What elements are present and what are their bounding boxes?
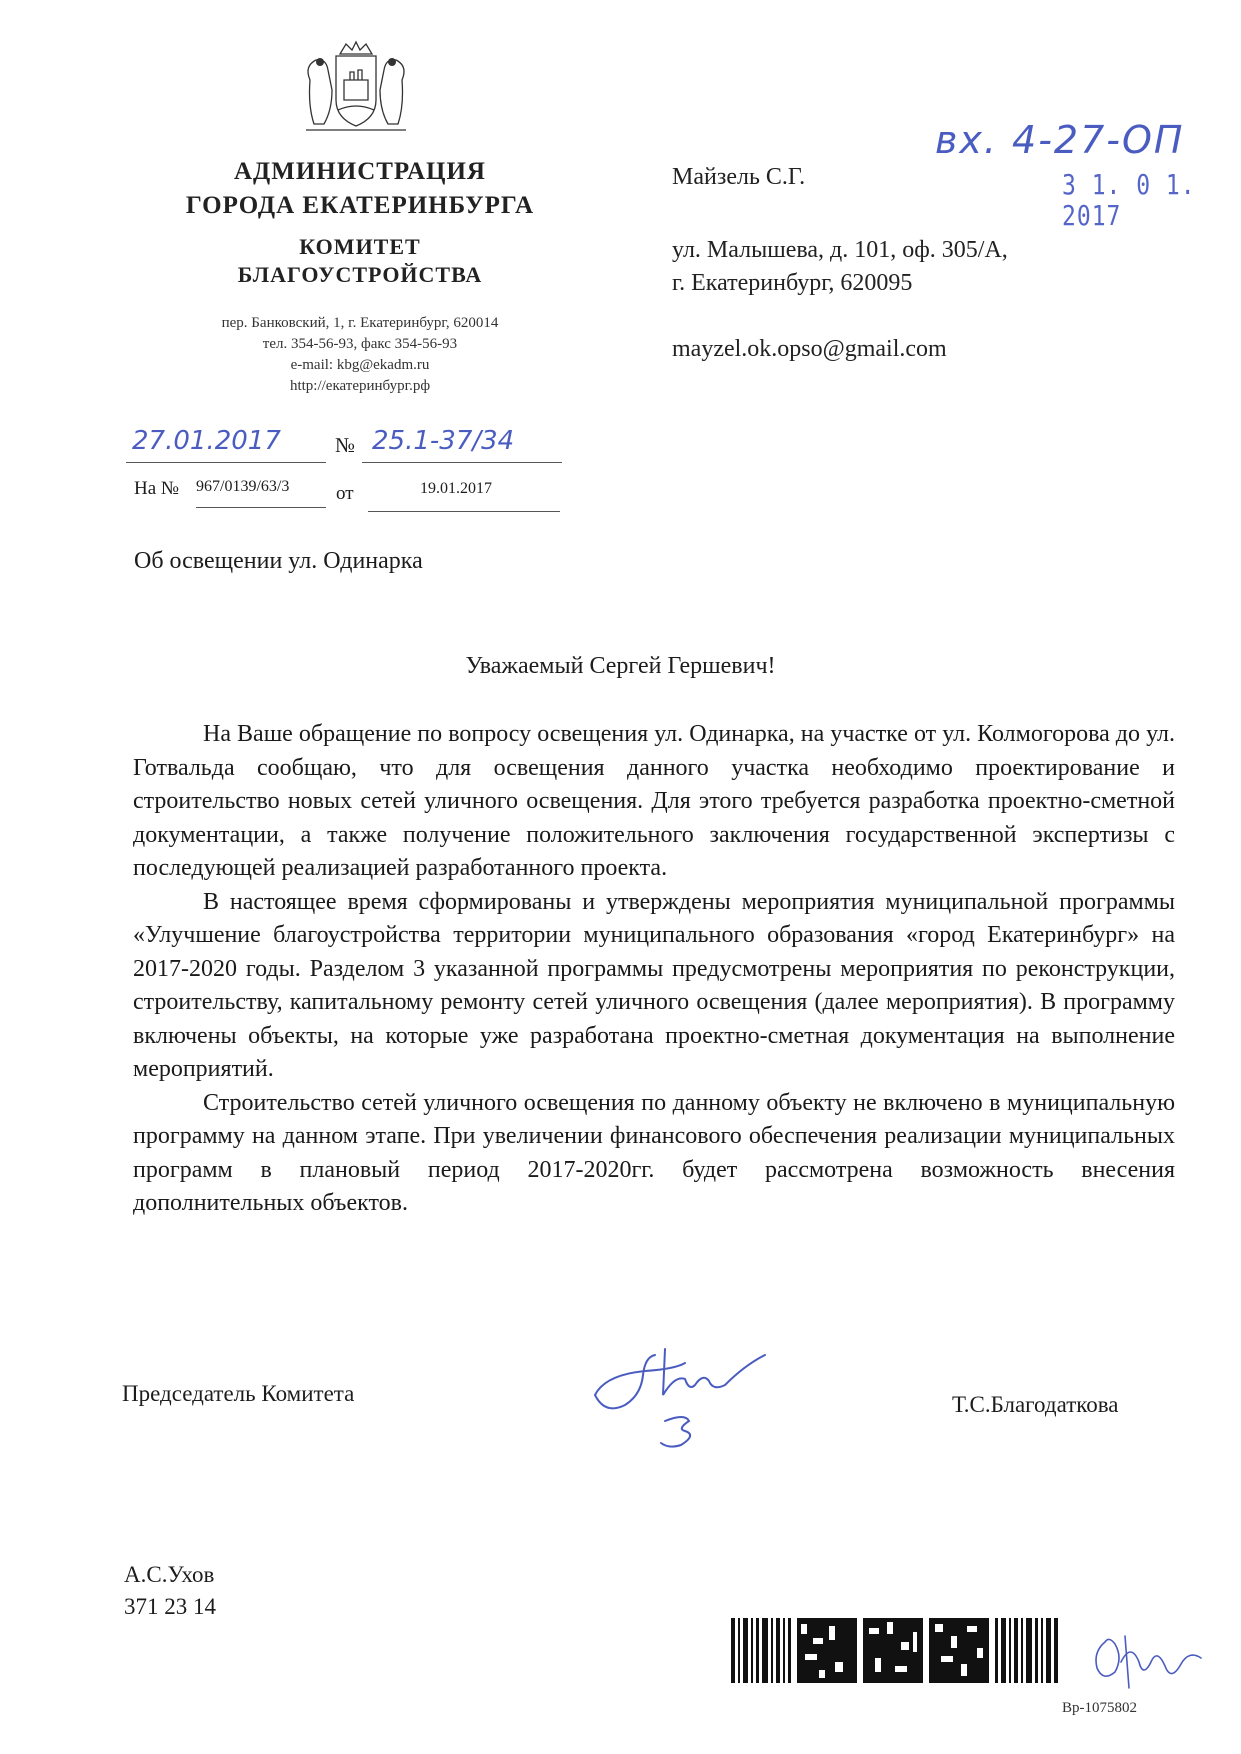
incoming-stamp-date: 3 1. 0 1. 2017 [1062,169,1196,233]
reference-label: На № [134,478,180,499]
salutation: Уважаемый Сергей Гершевич! [465,653,776,679]
number-underline [362,462,562,463]
handwritten-initials [1085,1622,1215,1702]
reference-date: 19.01.2017 [420,480,492,497]
handwritten-signature [585,1335,785,1455]
outgoing-date: 27.01.2017 [132,426,281,456]
incoming-registration-handwritten: вх. 4-27-ОП [935,118,1185,162]
signatory-name: Т.С.Благодаткова [952,1392,1119,1417]
recipient-city: г. Екатеринбург, 620095 [672,270,913,296]
org-email: e-mail: kbg@ekadm.ru [290,357,430,373]
number-label: № [335,433,356,457]
document-barcode [731,1618,1061,1683]
recipient-email: mayzel.ok.opso@gmail.com [672,336,947,362]
ref-number-underline [196,507,326,508]
reference-from-label: от [336,483,354,504]
city-coat-of-arms-emblem [296,40,416,136]
executor-name: А.С.Ухов [124,1562,215,1587]
outgoing-number: 25.1-37/34 [372,426,515,456]
recipient-name: Майзель С.Г. [672,164,806,190]
body-paragraph: Строительство сетей уличного освещения по данному объекту не включено в муниципальную программу на данном этапе. При увеличении финансового обеспечения реализации муниципальных программ в плановый период 2017-2020гг. будет рассмотрена возможность внесения дополнительных объектов. [133,1089,1175,1216]
body-paragraph: В настоящее время сформированы и утверждены мероприятия муниципальной программы «Улучшение благоустройства территории муниципального образования «город Екатеринбург» на 2017-2020 годы. Разделом 3 указанной программы предусмотрены мероприятия по реконструкции, строительству, капитальному ремонту сетей уличного освещения (далее мероприятия). В программу включены объекты, на которые уже разработана проектно-сметная документация на выполнение мероприятий. [133,888,1175,1082]
executor-phone: 371 23 14 [124,1594,216,1619]
signatory-title: Председатель Комитета [122,1381,355,1406]
org-address: пер. Банковский, 1, г. Екатеринбург, 620014 [221,315,499,331]
committee-name-line2: БЛАГОУСТРОЙСТВА [237,262,483,287]
committee-name-line1: КОМИТЕТ [299,234,421,259]
letter-body [133,718,1175,1221]
date-underline [126,462,326,463]
ref-date-underline [368,511,560,512]
org-name-line1: АДМИНИСТРАЦИЯ [234,158,486,185]
letter-subject: Об освещении ул. Одинарка [134,548,423,574]
org-phone: тел. 354-56-93, факс 354-56-93 [262,336,458,352]
barcode-number: Вр-1075802 [1062,1700,1137,1716]
org-name-line2: ГОРОДА ЕКАТЕРИНБУРГА [185,192,535,219]
body-paragraph: На Ваше обращение по вопросу освещения ул. Одинарка, на участке от ул. Колмогорова до ул. Готвальда сообщаю, что для освещения данного участка необходимо проектирование и строительство новых сетей уличного освещения. Для этого требуется разработка проектно-сметной документации, а также получение положительного заключения государственной экспертизы с последующей реализацией разработанного проекта. [133,721,1175,881]
recipient-street: ул. Малышева, д. 101, оф. 305/А, [672,237,1008,263]
org-website: http://екатеринбург.рф [289,378,431,394]
reference-number: 967/0139/63/3 [196,478,290,495]
